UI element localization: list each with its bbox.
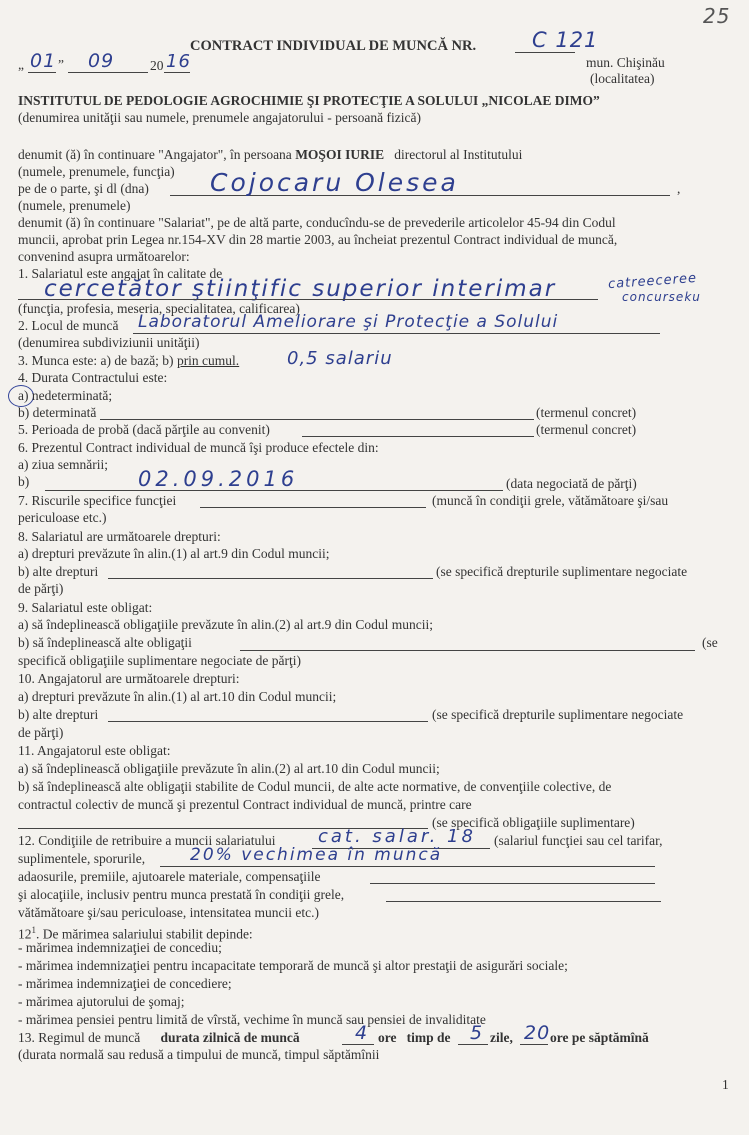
clause-1-note: (funcţia, profesia, meseria, specialitatea, calificarea) (18, 301, 300, 316)
clause-3-handwritten: 0,5 salariu (287, 348, 393, 369)
clause-9-b-end: (se (702, 635, 718, 650)
clause-13-zile: zile, (490, 1030, 513, 1045)
clause-12-handwritten: cat. salar. 18 (318, 826, 476, 847)
contract-number: C 121 (532, 28, 599, 52)
clause-5: 5. Perioada de probă (dacă părţile au convenit) (18, 422, 270, 437)
clause-10-a: a) drepturi prevăzute în alin.(1) al art.10 din Codul muncii; (18, 689, 337, 704)
intro-line-5: denumit (ă) în continuare "Salariat", pe de altă parte, conducîndu-se de prevederile articolelor 45-94 din Codul (18, 215, 616, 230)
clause-10-b-note: (se specifică drepturile suplimentare negociate (432, 707, 684, 722)
clause-12-handwritten-2: 20% vechimea în muncă (190, 845, 443, 865)
clause-11: 11. Angajatorul este obligat: (18, 743, 171, 758)
clause-7-c: periculoase etc.) (18, 510, 107, 525)
intro-line-6: muncii, aprobat prin Legea nr.154-XV din 28 martie 2003, au încheiat prezentul Contract individual de muncă, (18, 232, 618, 247)
clause-12-1-e: - mărimea pensiei pentru limită de vîrstă, vechime în muncă sau pensiei de invaliditate (18, 1012, 486, 1027)
clause-6-a: a) ziua semnării; (18, 457, 108, 472)
clause-9-a: a) să îndeplinească obligaţiile prevăzute în alin.(2) al art.9 din Codul muncii; (18, 617, 433, 632)
date-month: 09 (88, 50, 115, 72)
weekly-hours-handwritten: 20 (524, 1022, 551, 1044)
clause-11-c: contractul colectiv de muncă şi prezentul Contract individual de muncă, printre care (18, 797, 472, 812)
clause-8-c: de părţi) (18, 581, 64, 596)
clause-12-line-4: şi alocaţiile, inclusiv pentru munca prestată în condiţii grele, (18, 887, 345, 902)
clause-8-a: a) drepturi prevăzute în alin.(1) al art.9 din Codul muncii; (18, 546, 330, 561)
clause-2: 2. Locul de muncă (18, 318, 119, 333)
clause-10-c: de părţi) (18, 725, 64, 740)
intro-line-3-end: , (677, 181, 681, 196)
intro-line-7: convenind asupra următoarelor: (18, 249, 190, 264)
intro-line-1: denumit (ă) în continuare "Angajator", în persoana MOŞOI IURIE directorul al Institutului (18, 147, 523, 162)
clause-9-b: b) să îndeplinească alte obligaţii (18, 635, 192, 650)
clause-4: 4. Durata Contractului este: (18, 370, 168, 385)
clause-10: 10. Angajatorul are următoarele drepturi: (18, 671, 240, 686)
clause-4-a: a) nedeterminată; (18, 388, 113, 403)
clause-11-a: a) să îndeplinească obligaţiile prevăzute în alin.(2) al art.10 din Codul muncii; (18, 761, 440, 776)
clause-8-b-note: (se specifică drepturile suplimentare negociate (436, 564, 688, 579)
clause-6-date-handwritten: 02.09.2016 (138, 467, 299, 491)
position-handwritten-3: concurseku (622, 290, 701, 304)
clause-13-note: (durata normală sau redusă a timpului de muncă, timpul săptămînii (18, 1047, 380, 1062)
intro-line-3: pe de o parte, şi dl (dna) (18, 181, 149, 196)
position-handwritten-2: catreeceree (607, 270, 698, 293)
clause-11-b: b) să îndeplinească alte obligaţii stabilite de Codul muncii, de alte acte normative, de convenţiile colective, de (18, 779, 612, 794)
clause-12-1-b: - mărimea indemnizaţiei pentru incapacitate temporară de muncă şi altor prestaţii de asigurări sociale; (18, 958, 568, 973)
clause-9: 9. Salariatul este obligat: (18, 600, 153, 615)
employer-note: (denumirea unităţii sau numele, prenumele angajatorului - persoană fizică) (18, 110, 421, 125)
date-day: 01 (30, 50, 57, 72)
clause-6-b: b) (18, 474, 30, 489)
clause-10-b: b) alte drepturi (18, 707, 99, 722)
position-handwritten: cercetător ştiinţific superior interimar (44, 276, 557, 302)
daily-hours-handwritten: 4 (355, 1022, 369, 1044)
workplace-handwritten: Laboratorul Ameliorare şi Protecţie a Solului (138, 312, 559, 332)
employee-name: Cojocaru Olesea (210, 168, 459, 197)
clause-12-line-2: suplimentele, sporurile, (18, 851, 146, 866)
clause-8-b: b) alte drepturi (18, 564, 99, 579)
clause-12: 12. Condiţiile de retribuire a muncii salariatului (18, 833, 276, 848)
page-number-handwritten: 25 (703, 4, 731, 28)
clause-12-note: (salariul funcţiei sau cel tarifar, (494, 833, 663, 848)
clause-12-1-d: - mărimea ajutorului de şomaj; (18, 994, 185, 1009)
clause-7-b: (muncă în condiţii grele, vătămătoare şi/sau (432, 493, 669, 508)
page-number: 1 (722, 1077, 729, 1092)
clause-3: 3. Munca este: a) de bază; b) prin cumul. (18, 353, 240, 368)
clause-13-ore: ore timp de (378, 1030, 451, 1045)
clause-12-1-c: - mărimea indemnizaţiei de concediere; (18, 976, 232, 991)
clause-12-line-3: adaosurile, premiile, ajutoarele materiale, compensaţiile (18, 869, 321, 884)
clause-12-line-5: vătămătoare şi/sau periculoase, intensitatea muncii etc.) (18, 905, 320, 920)
date-year-suffix: 16 (166, 51, 191, 72)
clause-13-week: ore pe săptămînă (550, 1030, 649, 1045)
clause-9-c: specifică obligaţiile suplimentare negociate de părţi) (18, 653, 302, 668)
director-name: MOŞOI IURIE (295, 147, 385, 162)
date-mid-quote: ” (58, 57, 64, 72)
clause-13: 13. Regimul de muncă durata zilnică de muncă (18, 1030, 300, 1045)
clause-4-b-note: (termenul concret) (536, 405, 637, 420)
city-note: (localitatea) (590, 71, 655, 86)
intro-line-4: (numele, prenumele) (18, 198, 131, 213)
clause-12-1-a: - mărimea indemnizaţiei de concediu; (18, 940, 222, 955)
clause-2-note: (denumirea subdiviziunii unităţii) (18, 335, 200, 350)
clause-11-note: (se specifică obligaţiile suplimentare) (432, 815, 635, 830)
city: mun. Chişinău (586, 55, 665, 70)
clause-6: 6. Prezentul Contract individual de muncă îşi produce efectele din: (18, 440, 379, 455)
clause-8: 8. Salariatul are următoarele drepturi: (18, 529, 221, 544)
clause-5-note: (termenul concret) (536, 422, 637, 437)
date-year-prefix: 20 (150, 58, 164, 73)
days-handwritten: 5 (470, 1022, 484, 1044)
employer-name: INSTITUTUL DE PEDOLOGIE AGROCHIMIE ŞI PROTECŢIE A SOLULUI „NICOLAE DIMO” (18, 93, 600, 108)
clause-6-b-note: (data negociată de părţi) (506, 476, 637, 491)
intro-line-2: (numele, prenumele, funcţia) (18, 164, 175, 179)
contract-title: CONTRACT INDIVIDUAL DE MUNCĂ NR. (190, 38, 477, 54)
clause-7: 7. Riscurile specifice funcţiei (18, 493, 177, 508)
clause-12-1: $12^1$. De mărimea salariului stabilit depinde: (18, 925, 253, 942)
clause-4-b: b) determinată (18, 405, 97, 420)
clause-1: 1. Salariatul este angajat în calitate de (18, 266, 223, 281)
date-open-quote: „ (18, 57, 24, 72)
